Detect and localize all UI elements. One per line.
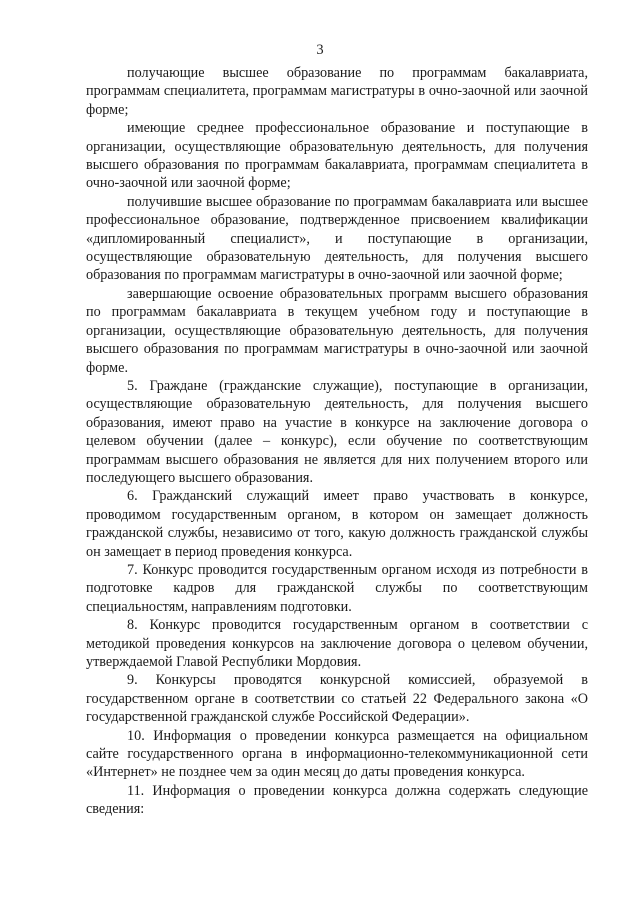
paragraph-bachelor-specialist-students: получающие высшее образование по программам бакалавриата, программам специалитета, программам магистратуры в очно-заочной или заочной форме; [86, 65, 588, 118]
paragraph-graduates-to-magistracy: получившие высшее образование по программам бакалавриата или высшее профессиональное образование, подтвержденное присвоением квалификации «дипломированный специалист», и поступающие в организации, осуществляющие образовательную деятельность, для получения высшего образования по программам магистратуры в очно-заочной или заочной форме; [86, 193, 588, 284]
page-number: 3 [316, 42, 324, 58]
paragraph-item-6: 6. Гражданский служащий имеет право участвовать в конкурсе, проводимом государственным органом, в котором он замещает должность гражданской службы, независимо от того, какую должность гражданской службы он замещает в период проведения конкурса. [86, 488, 588, 560]
document-body [86, 64, 588, 819]
paragraph-completing-bachelor: завершающие освоение образовательных программ высшего образования по программам бакалавриата в текущем учебном году и поступающие в организации, осуществляющие образовательную деятельность, для получения высшего образования по программам магистратуры в очно-заочной или заочной форме. [86, 285, 588, 376]
paragraph-item-11: 11. Информация о проведении конкурса должна содержать следующие сведения: [86, 782, 588, 818]
paragraph-item-5: 5. Граждане (гражданские служащие), поступающие в организации, осуществляющие образовательную деятельность, для получения высшего образования, имеют право на участие в конкурсе на заключение договора о целевом обучении (далее – конкурс), если обучение по соответствующим программам высшего образования не является для них получением второго или последующего высшего образования. [86, 377, 588, 486]
paragraph-item-10: 10. Информация о проведении конкурса размещается на официальном сайте государственного органа в информационно-телекоммуникационной сети «Интернет» не позднее чем за один месяц до даты проведения конкурса. [86, 727, 588, 781]
paragraph-secondary-vocational: имеющие среднее профессиональное образование и поступающие в организации, осуществляющие образовательную деятельность, для получения высшего образования по программам бакалавриата, программам специалитета в очно-заочной или заочной форме; [86, 120, 588, 192]
paragraph-item-7: 7. Конкурс проводится государственным органом исходя из потребности в подготовке кадров для гражданской службы по соответствующим специальностям, направлениям подготовки. [86, 561, 588, 615]
paragraph-item-8: 8. Конкурс проводится государственным органом в соответствии с методикой проведения конкурсов на заключение договора о целевом обучении, утверждаемой Главой Республики Мордовия. [86, 617, 588, 670]
paragraph-item-9: 9. Конкурсы проводятся конкурсной комиссией, образуемой в государственном органе в соответствии со статьей 22 Федерального закона «О государственной гражданской службе Российской Федерации». [86, 672, 588, 726]
